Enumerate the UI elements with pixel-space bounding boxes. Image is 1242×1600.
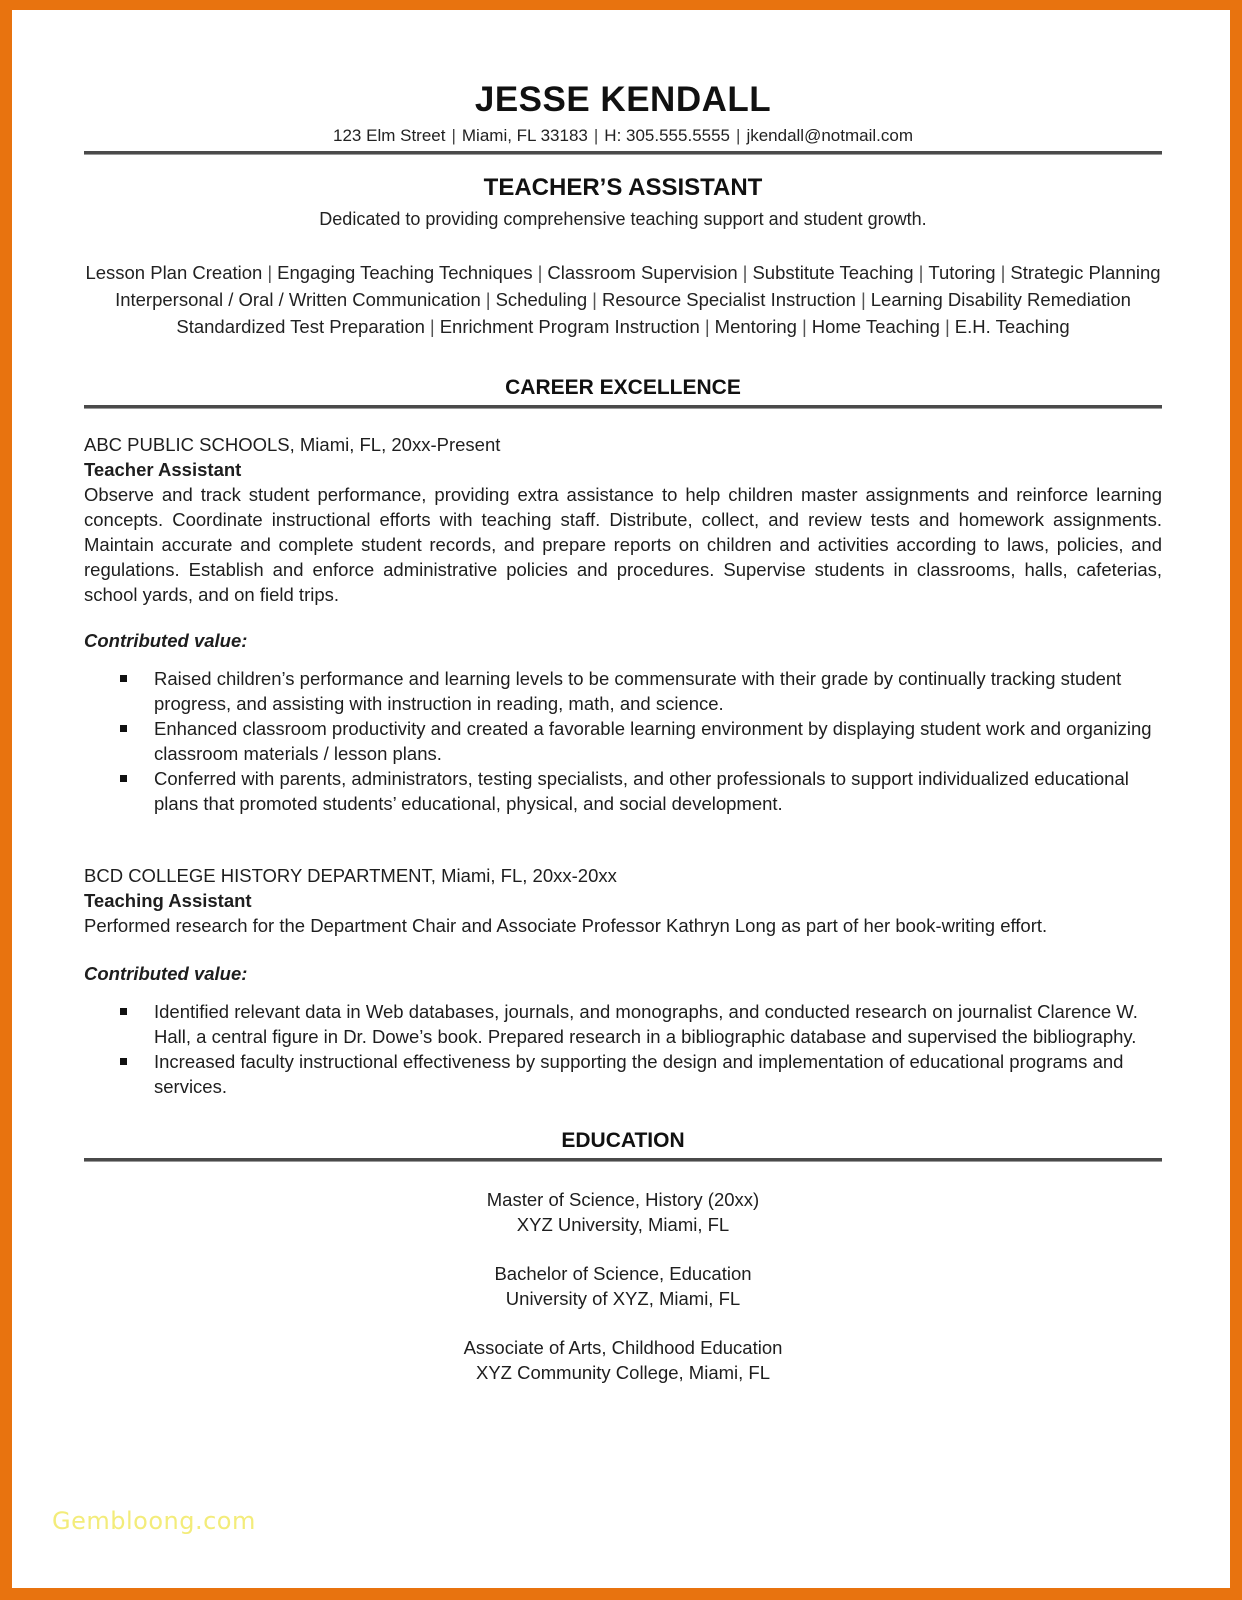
skill-item: Resource Specialist Instruction — [601, 289, 856, 310]
school-name: University of XYZ, Miami, FL — [505, 1288, 741, 1309]
bullet-square-icon — [120, 725, 127, 732]
contact-phone: H: 305.555.5555 — [604, 126, 731, 145]
career-heading: CAREER EXCELLENCE — [505, 376, 741, 399]
education-divider — [84, 1158, 1162, 1162]
skills-list — [84, 259, 1162, 340]
skill-item: Interpersonal / Oral / Written Communication — [115, 289, 481, 310]
contributed-label: Contributed value: — [84, 963, 248, 984]
degree-name: Associate of Arts, Childhood Education — [463, 1337, 783, 1358]
skill-item: Engaging Teaching Techniques — [277, 262, 533, 283]
career-divider — [84, 405, 1162, 409]
contact-line: 123 Elm Street | Miami, FL 33183 | H: 305.555.5555 | jkendall@notmail.com — [333, 126, 913, 145]
job-description: Performed research for the Department Chair and Associate Professor Kathryn Long as part of her book-writing effort. — [84, 915, 1048, 936]
list-item: Enhanced classroom productivity and created a favorable learning environment by displaying student work and organizing classroom materials / lesson plans. — [84, 716, 1162, 766]
job-entry-2 — [84, 863, 1162, 938]
job-employer: ABC PUBLIC SCHOOLS, Miami, FL, 20xx-Present — [84, 434, 501, 455]
job-2-contributions — [84, 961, 1162, 1099]
summary-tagline: Dedicated to providing comprehensive teaching support and student growth. — [319, 209, 927, 229]
skill-item: Home Teaching — [811, 316, 940, 337]
skill-item: Substitute Teaching — [752, 262, 914, 283]
job-role: Teacher Assistant — [84, 459, 242, 480]
education-heading: EDUCATION — [561, 1129, 685, 1152]
job-employer: BCD COLLEGE HISTORY DEPARTMENT, Miami, FL, 20xx-20xx — [84, 865, 617, 886]
education-entry-3 — [84, 1335, 1162, 1385]
contact-email: jkendall@notmail.com — [746, 126, 913, 145]
list-item: Identified relevant data in Web databases, journals, and monographs, and conducted research on journalist Clarence W. Hall, a central figure in Dr. Dowe’s book. Prepared research in a bibliographic database and supervised the bibliography. — [84, 999, 1162, 1049]
watermark-text: Gembloong.com — [52, 1507, 256, 1535]
contact-city: Miami, FL 33183 — [461, 126, 588, 145]
skills-line: Interpersonal / Oral / Written Communication | Scheduling | Resource Specialist Instruction | Learning Disability Remediation — [115, 289, 1131, 310]
applicant-name: JESSE KENDALL — [474, 80, 772, 119]
list-item: Increased faculty instructional effectiveness by supporting the design and implementation of educational programs and services. — [84, 1049, 1162, 1099]
degree-name: Master of Science, History (20xx) — [486, 1189, 760, 1210]
bullet-square-icon — [120, 675, 127, 682]
bullet-square-icon — [120, 1058, 127, 1065]
skill-item: Standardized Test Preparation — [176, 316, 425, 337]
school-name: XYZ University, Miami, FL — [516, 1214, 730, 1235]
job-description: Observe and track student performance, providing extra assistance to help children master assignments and reinforce learning concepts. Coordinate instructional efforts with teaching staff. Distribute, collect, and review tests and homework assignments. Maintain accurate and complete student records, and prepare reports on children and activities according to laws, policies, and regulations. Establish and enforce administrative policies and procedures. Supervise students in classrooms, halls, cafeterias, school yards, and on field trips. — [84, 484, 1162, 605]
contribution-list — [84, 999, 1162, 1099]
skills-line: Standardized Test Preparation | Enrichment Program Instruction | Mentoring | Home Teaching | E.H. Teaching — [176, 316, 1070, 337]
contribution-list — [84, 666, 1162, 816]
skill-item: Enrichment Program Instruction — [439, 316, 700, 337]
contributed-label: Contributed value: — [84, 630, 248, 651]
list-item: Conferred with parents, administrators, testing specialists, and other professionals to support individualized educational plans that promoted students’ educational, physical, and social development. — [84, 766, 1162, 816]
skill-item: Classroom Supervision — [547, 262, 738, 283]
school-name: XYZ Community College, Miami, FL — [475, 1362, 771, 1383]
skills-line: Lesson Plan Creation | Engaging Teaching Techniques | Classroom Supervision | Substitute Teaching | Tutoring | Strategic Planning — [85, 262, 1161, 283]
header-divider — [84, 151, 1162, 155]
education-entry-1 — [84, 1187, 1162, 1237]
summary-title: TEACHER’S ASSISTANT — [483, 174, 763, 201]
skill-item: Strategic Planning — [1010, 262, 1161, 283]
job-entry-1 — [84, 432, 1162, 607]
bullet-square-icon — [120, 1008, 127, 1015]
list-item: Raised children’s performance and learning levels to be commensurate with their grade by continually tracking student progress, and assisting with instruction in reading, math, and science. — [84, 666, 1162, 716]
job-1-contributions — [84, 628, 1162, 816]
skill-item: Scheduling — [495, 289, 588, 310]
education-entry-2 — [84, 1261, 1162, 1311]
skill-item: E.H. Teaching — [954, 316, 1070, 337]
contact-address: 123 Elm Street — [333, 126, 446, 145]
skill-item: Learning Disability Remediation — [870, 289, 1131, 310]
skill-item: Lesson Plan Creation — [85, 262, 263, 283]
skill-item: Tutoring — [928, 262, 996, 283]
degree-name: Bachelor of Science, Education — [494, 1263, 752, 1284]
job-role: Teaching Assistant — [84, 890, 252, 911]
skill-item: Mentoring — [714, 316, 797, 337]
bullet-square-icon — [120, 775, 127, 782]
